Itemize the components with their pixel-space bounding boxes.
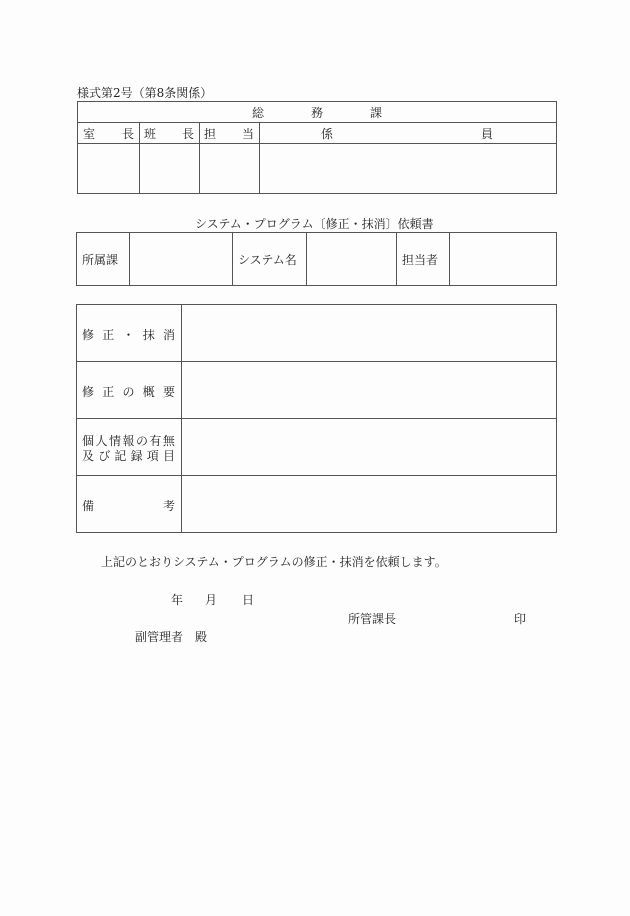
label-modify-delete: 修 正 ・ 抹 消 [82,328,175,342]
role-header-room-chief: 室 長 [83,127,134,141]
system-name-field[interactable] [307,233,396,285]
stamp-cell-room-chief[interactable] [78,144,139,193]
request-statement: 上記のとおりシステム・プログラムの修正・抹消を依頼します。 [101,555,447,569]
stamp-cell-in-charge[interactable] [200,144,259,193]
person-in-charge-field[interactable] [450,233,556,285]
stamp-cell-team-chief[interactable] [140,144,199,193]
label-personal-info-line2: 及 び 記 録 項 目 [82,449,175,463]
department-header: 総 務 課 [252,106,382,120]
form-number: 様式第2号（第8条関係） [77,86,213,100]
role-header-in-charge: 担 当 [204,127,254,141]
label-modification-summary: 修 正 の 概 要 [82,385,175,399]
role-header-staff: 係 員 [321,127,493,141]
signer-title: 所管課長 [348,612,397,626]
label-remarks: 備 考 [82,499,175,513]
dept-label: 所属課 [82,253,119,267]
person-in-charge-label: 担当者 [402,253,439,267]
date-year: 年 [171,593,184,607]
date-day: 日 [242,593,255,607]
label-personal-info-line1: 個 人 情 報 の 有 無 [82,434,175,448]
field-modify-delete[interactable] [182,305,556,361]
dept-field[interactable] [130,233,232,285]
seal-mark: 印 [514,612,527,626]
addressee: 副管理者 殿 [135,630,208,644]
field-modification-summary[interactable] [182,362,556,418]
date-month: 月 [205,593,218,607]
system-name-label: システム名 [238,253,297,267]
field-remarks[interactable] [182,476,556,532]
role-header-team-chief: 班 長 [144,127,194,141]
field-personal-info[interactable] [182,419,556,475]
document-title: システム・プログラム〔修正・抹消〕依頼書 [195,217,434,231]
stamp-cell-staff[interactable] [260,144,556,193]
